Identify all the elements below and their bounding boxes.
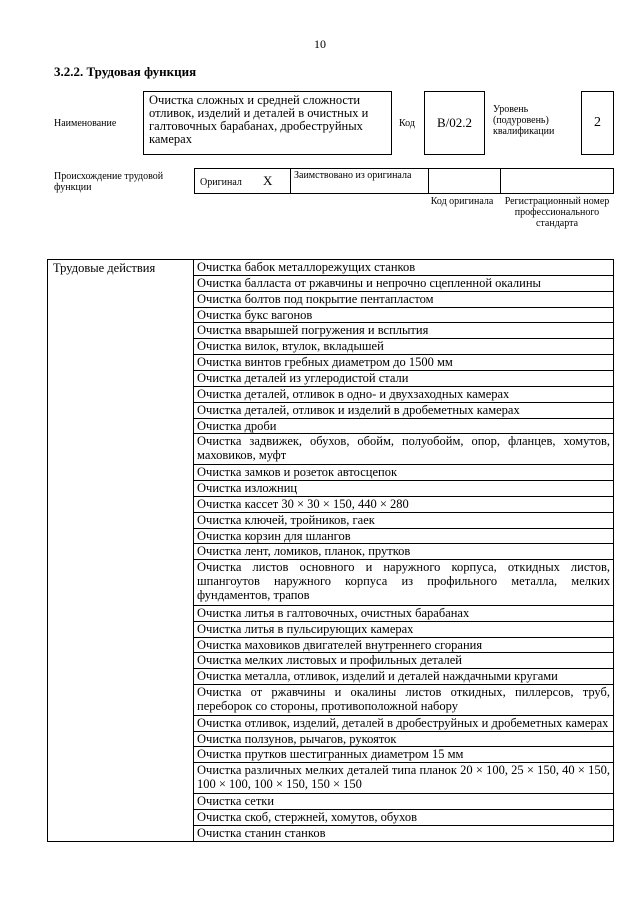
origin-table xyxy=(194,168,614,194)
labor-action-item: Очистка сетки xyxy=(194,794,614,810)
labor-action-item: Очистка станин станков xyxy=(194,825,614,841)
original-code-cell xyxy=(429,169,501,193)
labor-action-item: Очистка скоб, стержней, хомутов, обухов xyxy=(194,809,614,825)
original-label: Оригинал xyxy=(200,177,242,188)
labor-actions-label: Трудовые действия xyxy=(48,260,194,842)
labor-action-item: Очистка вварышей погружения и всплытия xyxy=(194,323,614,339)
section-title: 3.2.2. Трудовая функция xyxy=(54,64,197,79)
labor-action-item: Очистка болтов под покрытие пентапластом xyxy=(194,291,614,307)
labor-action-item: Очистка металла, отливок, изделий и деталей наждачными кругами xyxy=(194,669,614,685)
borrowed-cell xyxy=(291,169,429,193)
borrowed-label: Заимствовано из оригинала xyxy=(294,170,412,181)
labor-action-item: Очистка замков и розеток автосцепок xyxy=(194,465,614,481)
labor-action-item: Очистка изложниц xyxy=(194,480,614,496)
labor-action-item: Очистка балласта от ржавчины и непрочно сцепленной окалины xyxy=(194,275,614,291)
labor-action-item: Очистка мелких листовых и профильных деталей xyxy=(194,653,614,669)
level-label: Уровень (подуровень) квалификации xyxy=(493,104,555,137)
labor-action-item: Очистка дроби xyxy=(194,418,614,434)
labor-actions-table xyxy=(47,259,614,842)
labor-action-item: Очистка винтов гребных диаметром до 1500 мм xyxy=(194,355,614,371)
labor-action-item: Очистка деталей, отливок и изделий в дробеметных камерах xyxy=(194,402,614,418)
labor-action-item: Очистка ползунов, рычагов, рукояток xyxy=(194,731,614,747)
origin-label: Происхождение трудовой функции xyxy=(54,171,164,193)
labor-action-item: Очистка различных мелких деталей типа планок 20 × 100, 25 × 150, 40 × 150, 100 × 100, 100 × 150, 150 × 150 xyxy=(194,763,614,794)
labor-action-item: Очистка деталей из углеродистой стали xyxy=(194,371,614,387)
original-code-caption: Код оригинала xyxy=(430,196,494,207)
labor-action-item: Очистка задвижек, обухов, обойм, полуобойм, опор, фланцев, хомутов, маховиков, муфт xyxy=(194,434,614,465)
labor-action-item: Очистка ключей, тройников, гаек xyxy=(194,512,614,528)
name-label: Наименование xyxy=(54,118,117,129)
labor-action-item: Очистка прутков шестигранных диаметром 15 мм xyxy=(194,747,614,763)
labor-action-item: Очистка букс вагонов xyxy=(194,307,614,323)
labor-action-item: Очистка литья в пульсирующих камерах xyxy=(194,621,614,637)
original-mark: X xyxy=(263,173,273,188)
labor-action-item: Очистка листов основного и наружного корпуса, откидных листов, шпангоутов наружного корпуса из профильного металла, мелких фундаментов, трапов xyxy=(194,560,614,606)
registration-number-caption: Регистрационный номер профессионального стандарта xyxy=(504,196,610,229)
qualification-level-box: 2 xyxy=(581,91,614,155)
labor-action-item: Очистка от ржавчины и окалины листов откидных, пиллерсов, труб, переборок со стороны, противоположной набору xyxy=(194,685,614,716)
labor-action-item: Очистка литья в галтовочных, очистных барабанах xyxy=(194,605,614,621)
labor-action-item: Очистка отливок, изделий, деталей в дробеструйных и дробеметных камерах xyxy=(194,715,614,731)
labor-action-item: Очистка лент, ломиков, планок, прутков xyxy=(194,544,614,560)
labor-action-item: Очистка маховиков двигателей внутреннего сгорания xyxy=(194,637,614,653)
page-number: 10 xyxy=(314,37,326,51)
function-code-box: B/02.2 xyxy=(424,91,485,155)
registration-number-cell xyxy=(501,169,613,193)
original-cell xyxy=(195,169,291,193)
labor-action-item: Очистка корзин для шлангов xyxy=(194,528,614,544)
labor-action-item: Очистка бабок металлорежущих станков xyxy=(194,260,614,276)
labor-action-row xyxy=(48,260,614,276)
code-label: Код xyxy=(399,118,415,129)
labor-action-item: Очистка вилок, втулок, вкладышей xyxy=(194,339,614,355)
labor-action-item: Очистка кассет 30 × 30 × 150, 440 × 280 xyxy=(194,496,614,512)
labor-action-item: Очистка деталей, отливок в одно- и двухзаходных камерах xyxy=(194,386,614,402)
function-name-box: Очистка сложных и средней сложности отливок, изделий и деталей в очистных и галтовочных барабанах, дробеструйных камерах xyxy=(143,91,392,155)
